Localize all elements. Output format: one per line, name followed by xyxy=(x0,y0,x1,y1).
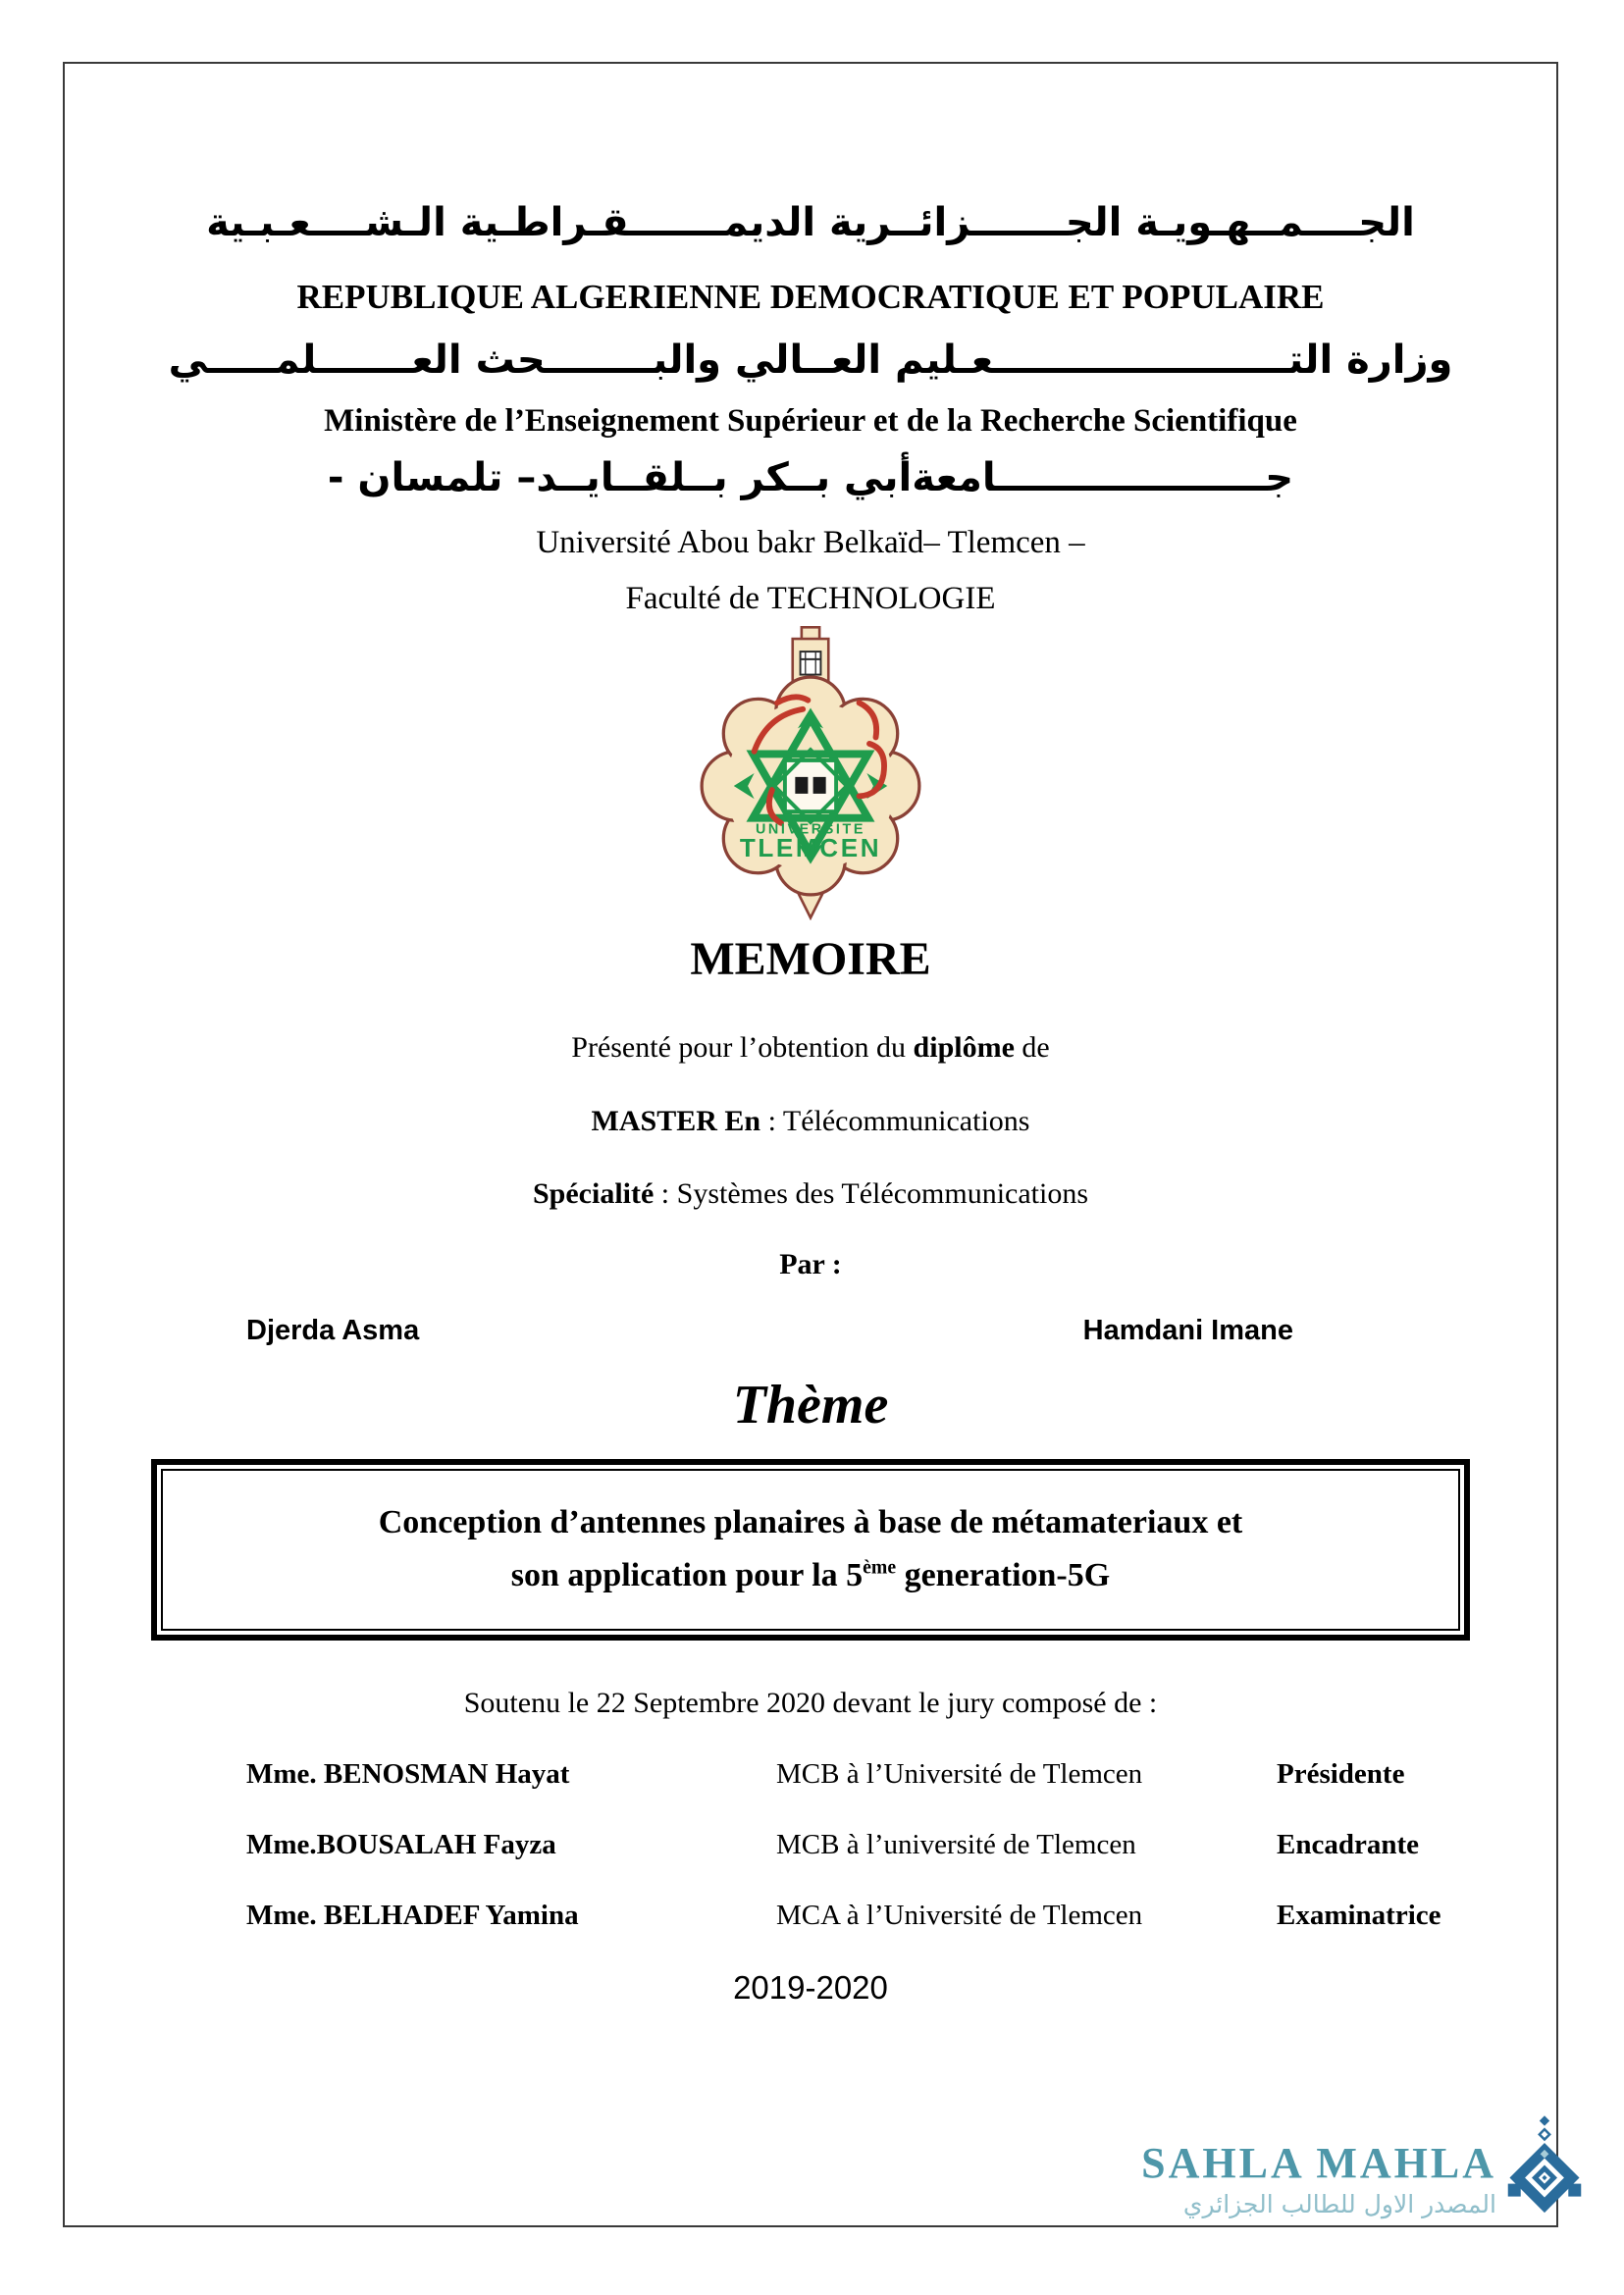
jury-member-name: Mme. BENOSMAN Hayat xyxy=(246,1758,570,1791)
memoire-title: MEMOIRE xyxy=(690,933,931,986)
specialty-line xyxy=(65,1174,1556,1215)
university-line: Université Abou bakr Belkaïd– Tlemcen – xyxy=(536,525,1085,561)
ministry-line: Ministère de l’Enseignement Supérieur et de la Recherche Scientifique xyxy=(324,402,1297,439)
thesis-title-line2-prefix: son application pour la 5 xyxy=(510,1557,864,1594)
jury-row xyxy=(65,1756,1556,1794)
sahla-mahla-watermark xyxy=(1141,2114,1583,2222)
thesis-title-box xyxy=(151,1459,1470,1641)
jury-row xyxy=(65,1827,1556,1864)
author-right: Hamdani Imane xyxy=(1082,1314,1293,1346)
jury-row xyxy=(65,1898,1556,1935)
university-emblem-icon xyxy=(668,626,953,920)
jury-member-role: Présidente xyxy=(1277,1758,1405,1791)
diploma-line xyxy=(65,1028,1556,1069)
jury-list xyxy=(65,1756,1556,1934)
author-left: Djerda Asma xyxy=(246,1314,420,1346)
arabic-university-line: جــــــــــــــــــــامعةأبي بــكر بــلقــايــد– تلمسان - xyxy=(327,455,1294,501)
jury-member-affiliation: MCB à l’Université de Tlemcen xyxy=(776,1758,1143,1791)
jury-member-role: Encadrante xyxy=(1277,1828,1419,1860)
page-border-frame xyxy=(63,62,1558,2227)
jury-member-affiliation: MCA à l’Université de Tlemcen xyxy=(776,1899,1143,1931)
sahla-mahla-text xyxy=(1141,2139,1496,2221)
diploma-line-bold: diplôme xyxy=(913,1031,1015,1065)
master-line-rest: : Télécommunications xyxy=(760,1104,1030,1137)
master-line-bold: MASTER En xyxy=(591,1104,761,1137)
sahla-mahla-brand: SAHLA MAHLA xyxy=(1141,2139,1496,2187)
thesis-title-line2 xyxy=(212,1549,1409,1602)
thesis-title xyxy=(212,1496,1409,1603)
specialty-line-bold: Spécialité xyxy=(532,1177,655,1211)
thesis-title-line1: Conception d’antennes planaires à base de métamateriaux et xyxy=(378,1503,1243,1540)
jury-member-name: Mme.BOUSALAH Fayza xyxy=(246,1828,556,1860)
arabic-republic-line: الجــــمــهـويـة الجـــــــزائــرية الديمـــــــقـراطـية الـشــــعـبـية xyxy=(206,200,1415,245)
faculty-line: Faculté de TECHNOLOGIE xyxy=(625,581,996,617)
thesis-title-line2-suffix: generation-5G xyxy=(896,1557,1111,1594)
diploma-line-suffix: de xyxy=(1014,1031,1050,1065)
academic-year: 2019-2020 xyxy=(733,1969,888,2007)
university-emblem xyxy=(65,626,1556,920)
arabic-ministry-line: وزارة التــــــــــــــــــــــعـليم العــالي والبــــــــحث العـــــــلمـــــي xyxy=(168,337,1453,383)
theme-heading: Thème xyxy=(732,1375,889,1436)
par-label: Par : xyxy=(779,1247,842,1280)
sahla-mahla-logo-icon xyxy=(1506,2114,1583,2222)
thesis-title-box-inner xyxy=(161,1469,1460,1631)
specialty-line-rest: : Systèmes des Télécommunications xyxy=(654,1177,1089,1211)
thesis-title-line2-sup: ème xyxy=(863,1557,897,1580)
jury-member-name: Mme. BELHADEF Yamina xyxy=(246,1899,579,1931)
jury-intro: Soutenu le 22 Septembre 2020 devant le jury composé de : xyxy=(463,1686,1158,1719)
jury-member-affiliation: MCB à l’université de Tlemcen xyxy=(776,1828,1136,1860)
emblem-text-tlemcen: TLEMCEN xyxy=(739,832,882,862)
diploma-line-prefix: Présenté pour l’obtention du xyxy=(571,1031,914,1065)
sahla-mahla-tagline: المصدر الاول للطالب الجزائري xyxy=(1182,2190,1496,2218)
republic-line: REPUBLIQUE ALGERIENNE DEMOCRATIQUE ET POPULAIRE xyxy=(296,278,1325,316)
emblem-text-universite: UNIVERSITE xyxy=(755,821,866,838)
authors-row xyxy=(65,1313,1556,1350)
jury-member-role: Examinatrice xyxy=(1277,1899,1441,1931)
master-line xyxy=(65,1102,1556,1142)
